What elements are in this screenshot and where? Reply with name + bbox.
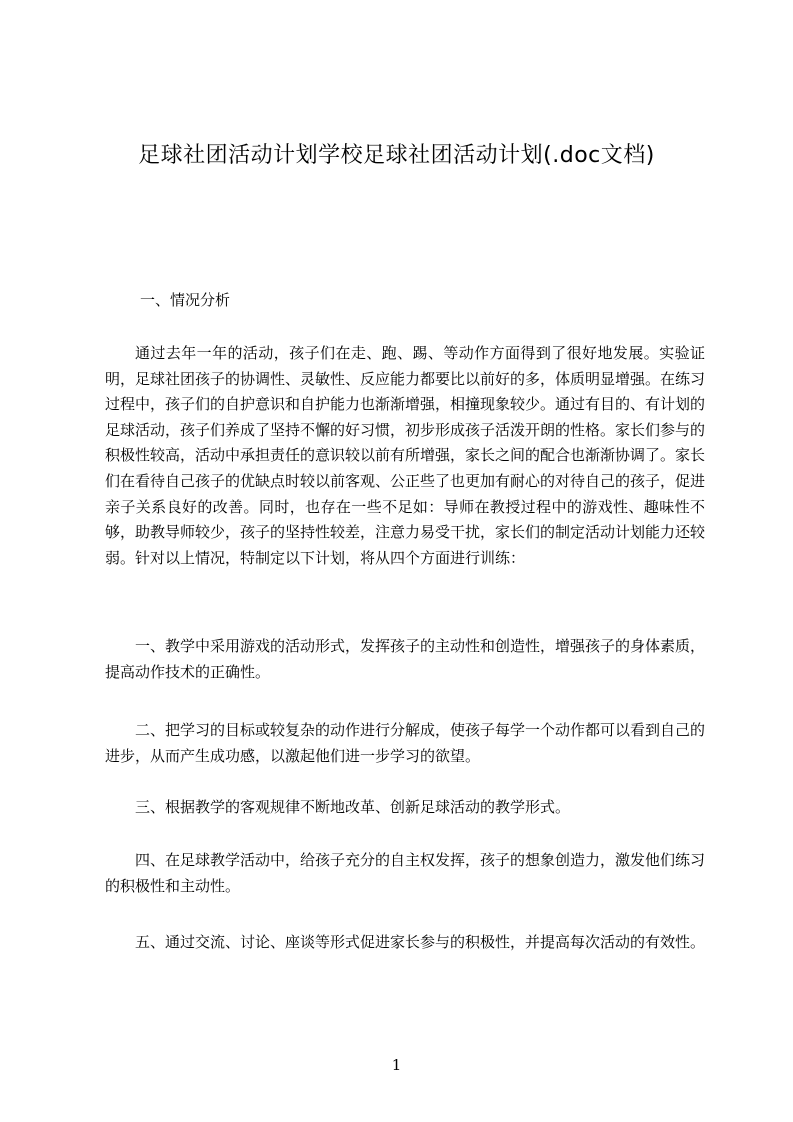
paragraph-item-4: 四、在足球教学活动中，给孩子充分的自主权发挥，孩子的想象创造力，激发他们练习的积极性和主动性。 [105,851,706,895]
section-heading: 一、情况分析 [140,291,231,309]
page-number: 1 [391,1056,402,1074]
document-title: 足球社团活动计划学校足球社团活动计划(.doc文档) [138,143,655,168]
paragraph-item-1: 一、教学中采用游戏的活动形式，发挥孩子的主动性和创造性，增强孩子的身体素质，提高动作技术的正确性。 [105,637,706,681]
paragraph-situation-analysis: 通过去年一年的活动，孩子们在走、跑、踢、等动作方面得到了很好地发展。实验证明，足球社团孩子的协调性、灵敏性、反应能力都要比以前好的多，体质明显增强。在练习过程中，孩子们的自护意识和自护能力也渐渐增强，相撞现象较少。通过有目的、有计划的足球活动，孩子们养成了坚持不懈的好习惯，初步形成孩子活泼开朗的性格。家长们参与的积极性较高，活动中承担责任的意识较以前有所增强，家长之间的配合也渐渐协调了。家长们在看待自己孩子的优缺点时较以前客观、公正些了也更加有耐心的对待自己的孩子，促进亲子关系良好的改善。同时，也存在一些不足如：导师在教授过程中的游戏性、趣味性不够，助教导师较少，孩子的坚持性较差，注意力易受干扰，家长们的制定活动计划能力还较弱。针对以上情况，特制定以下计划，将从四个方面进行训练： [105,344,706,567]
paragraph-item-2: 二、把学习的目标或较复杂的动作进行分解成，使孩子每学一个动作都可以看到自己的进步，从而产生成功感，以激起他们进一步学习的欲望。 [105,721,706,765]
paragraph-item-3: 三、根据教学的客观规律不断地改革、创新足球活动的教学形式。 [135,798,571,816]
paragraph-item-5: 五、通过交流、讨论、座谈等形式促进家长参与的积极性，并提高每次活动的有效性。 [135,933,706,951]
